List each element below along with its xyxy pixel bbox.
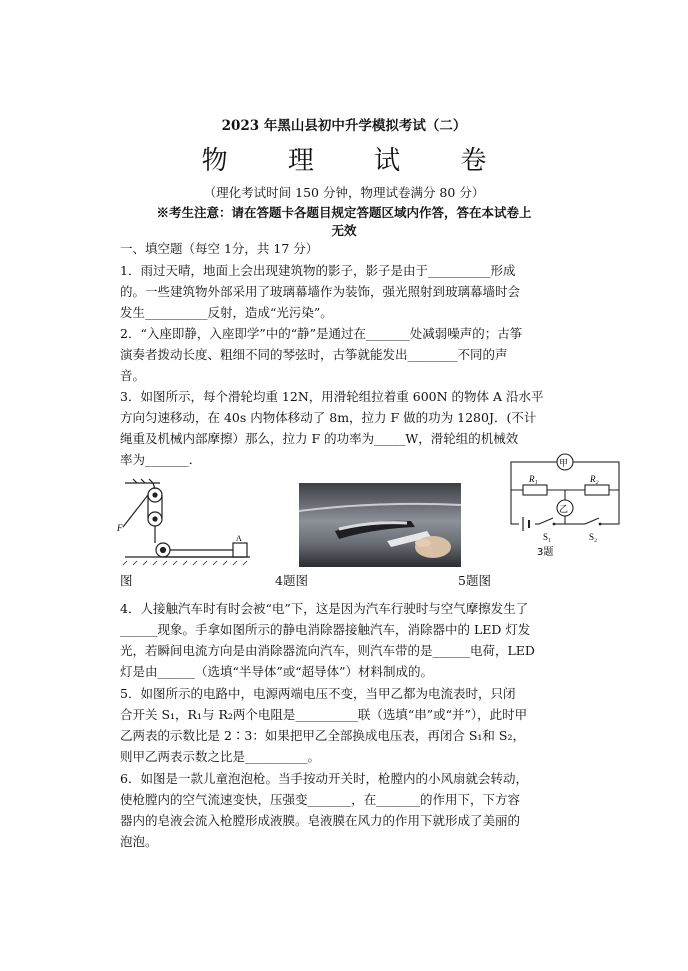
text-line: 则甲乙两表示数之比是__________。 — [120, 749, 321, 764]
notice-line-1: ※考生注意：请在答题卡各题目规定答题区域内作答，答在本试卷上 — [156, 205, 532, 220]
svg-text:R₁: R₁ — [529, 474, 538, 484]
text-line: 4．人接触汽车时有时会被“电”下，这是因为汽车行驶时与空气摩擦发生了 — [120, 601, 529, 616]
block-a — [233, 543, 247, 557]
svg-text:S₁: S₁ — [543, 532, 552, 542]
text-line: 3．如图所示，每个滑轮均重 12N，用滑轮组拉着重 600N 的物体 A 沿水平 — [120, 389, 544, 404]
figure-caption-4: 4题图 — [275, 573, 308, 588]
text-line: 2．“入座即静，入座即学”中的“静”是通过在_______处减弱噪声的；古筝 — [120, 326, 523, 341]
text-line: 乙两表的示数比是 2∶3：如果把甲乙全部换成电压表，再闭合 S₁和 S₂， — [120, 728, 525, 743]
text-line: 率为_______． — [120, 452, 202, 467]
text-line: 方向匀速移动，在 40s 内物体移动了 8m，拉力 F 做的功为 1280J．(不计 — [120, 410, 537, 425]
svg-text:R₂: R₂ — [590, 474, 599, 484]
text-line: 发生__________反射，造成“光污染”。 — [120, 305, 333, 320]
text-line: 的。一些建筑物外部采用了玻璃幕墙作为装饰，强光照射到玻璃幕墙时会 — [120, 284, 521, 299]
svg-text:乙: 乙 — [559, 505, 569, 515]
resistor-r1 — [523, 485, 547, 495]
exam-title: 2023 年黑山县初中升学模拟考试（二） — [221, 118, 467, 134]
notice-line-2: 无效 — [331, 223, 357, 238]
text-line: 合开关 S₁，R₁与 R₂两个电阻是__________联（选填“串”或“并”），此时甲 — [120, 707, 528, 722]
section-heading: 一、填空题（每空 1分，共 17 分） — [120, 241, 319, 256]
block-label: A — [236, 534, 242, 543]
text-line: 泡泡。 — [120, 834, 158, 849]
text-line: 音。 — [120, 368, 146, 383]
text-line: ______现象。手拿如图所示的静电消除器接触汽车，消除器中的 LED 灯发 — [120, 622, 531, 637]
pull-rope — [123, 495, 148, 527]
text-line: 灯是由______（选填“半导体”或“超导体”）材料制成的。 — [120, 664, 434, 679]
svg-text:甲: 甲 — [559, 459, 569, 469]
svg-text:S₂: S₂ — [589, 532, 598, 542]
figure-caption-5: 5题图 — [458, 573, 491, 588]
text-line: 5．如图所示的电路中，电源两端电压不变，当甲乙都为电流表时，只闭 — [120, 686, 516, 701]
exam-info: （理化考试时间 150 分钟，物理试卷满分 80 分） — [203, 185, 485, 200]
paper-title: 物 理 试 卷 — [201, 146, 513, 176]
car-door-photo — [299, 483, 461, 567]
figure-caption-3: 图 — [120, 573, 133, 588]
text-line: 使枪膛内的空气流速变快，压强变_______，在_______的作用下，下方容 — [120, 792, 521, 807]
text-line: 演奏者拨动长度、粗细不同的琴弦时，古筝就能发出________不同的声 — [120, 347, 508, 362]
pulley-figure — [115, 475, 255, 570]
text-line: 6．如图是一款儿童泡泡枪。当手按动开关时，枪膛内的小风扇就会转动， — [120, 771, 528, 786]
force-label: F — [117, 523, 123, 533]
circuit-figure — [505, 452, 625, 558]
text-line: 光，若瞬间电流方向是由消除器流向汽车，则汽车带的是______电荷，LED — [120, 643, 535, 658]
text-line: 绳重及机械内部摩擦）那么，拉力 F 的功率为_____W，滑轮组的机械效 — [120, 431, 519, 446]
svg-text:3题: 3题 — [537, 547, 554, 558]
resistor-r2 — [585, 485, 609, 495]
text-line: 1．雨过天晴，地面上会出现建筑物的影子，影子是由于__________形成 — [120, 263, 516, 278]
text-line: 器内的皂液会流入枪膛形成液膜。皂液膜在风力的作用下就形成了美丽的 — [120, 813, 521, 828]
